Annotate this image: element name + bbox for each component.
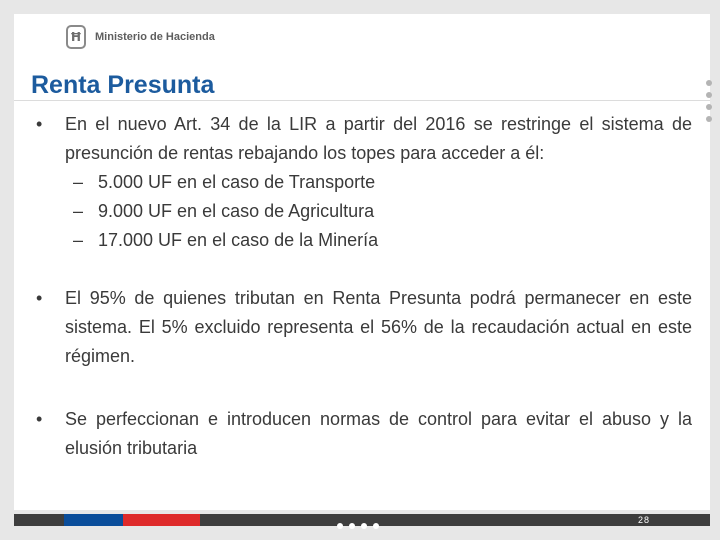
bullet-item xyxy=(36,284,692,371)
slide-title: Renta Presunta xyxy=(31,71,215,99)
dot xyxy=(361,523,367,529)
dot xyxy=(706,104,712,110)
footer-flag-blue xyxy=(64,514,123,526)
dot xyxy=(706,92,712,98)
bullet-text: En el nuevo Art. 34 de la LIR a partir del 2016 se restringe el sistema de presunción de rentas rebajando los topes para acceder a él: xyxy=(65,114,692,163)
sub-item xyxy=(73,168,692,197)
bullet-text: Se perfeccionan e introducen normas de control para evitar el abuso y la elusión tributaria xyxy=(65,409,692,458)
footer-dots xyxy=(337,523,385,529)
sub-item xyxy=(73,197,692,226)
bullet-text: El 95% de quienes tributan en Renta Presunta podrá permanecer en este sistema. El 5% excluido representa el 56% de la recaudación actual en este régimen. xyxy=(65,288,692,366)
dash-marker: – xyxy=(73,201,84,221)
dot xyxy=(706,116,712,122)
ministry-crest-icon: Ħ xyxy=(66,25,86,49)
dash-marker: – xyxy=(73,172,84,192)
sub-item xyxy=(73,226,692,255)
dot xyxy=(706,80,712,86)
bullet-item xyxy=(36,110,692,255)
page-number: 28 xyxy=(637,515,650,525)
sub-item-text: 5.000 UF en el caso de Transporte xyxy=(98,172,376,192)
dot xyxy=(337,523,343,529)
sub-item-text: 17.000 UF en el caso de la Minería xyxy=(98,230,379,250)
dash-marker: – xyxy=(73,230,84,250)
sub-item-text: 9.000 UF en el caso de Agricultura xyxy=(98,201,375,221)
ministry-name: Ministerio de Hacienda xyxy=(95,31,215,43)
dot xyxy=(373,523,379,529)
bullet-marker: • xyxy=(36,409,43,429)
bullet-marker: • xyxy=(36,288,43,308)
dot xyxy=(349,523,355,529)
footer-flag-red xyxy=(123,514,200,526)
bullet-item xyxy=(36,405,692,463)
decorative-dots xyxy=(706,80,712,128)
bullet-marker: • xyxy=(36,114,43,134)
